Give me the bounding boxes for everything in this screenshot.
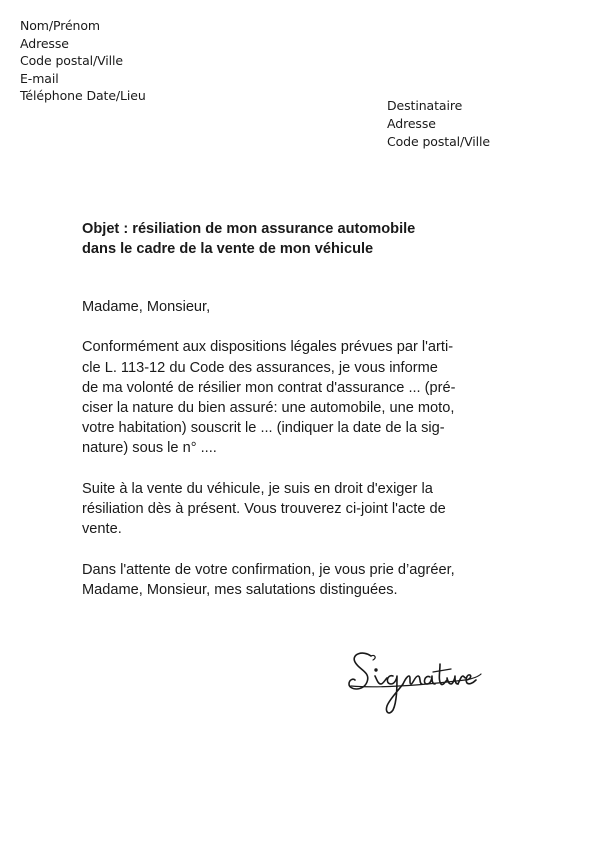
letter-subject — [82, 219, 415, 259]
body-line: Suite à la vente du véhicule, je suis en droit d'exiger la — [82, 480, 433, 497]
subject-line: dans le cadre de la vente de mon véhicule — [82, 241, 374, 257]
sender-phone-date-place: Téléphone Date/Lieu — [20, 88, 146, 104]
paragraph-vehicle-sale — [82, 479, 522, 540]
subject-line: Objet : résiliation de mon assurance automobile — [82, 221, 416, 237]
sender-email: E-mail — [20, 70, 59, 86]
body-line: cle L. 113-12 du Code des assurances, je vous informe — [82, 359, 438, 376]
body-line: ciser la nature du bien assuré: une automobile, une moto, — [82, 400, 455, 416]
paragraph-legal-basis — [82, 337, 522, 458]
recipient-address: Adresse — [387, 116, 436, 131]
paragraph-closing — [82, 560, 522, 600]
sender-address-block — [20, 17, 146, 105]
sender-name: Nom/Prénom — [20, 18, 101, 33]
recipient-address-block — [387, 97, 490, 151]
body-line: Madame, Monsieur, mes salutations distinguées. — [82, 581, 398, 598]
body-line: résiliation dès à présent. Vous trouverez ci-joint l'acte de — [82, 501, 446, 517]
body-line: Dans l'attente de votre confirmation, je vous prie d’agréer, — [82, 561, 455, 578]
body-line: nature) sous le n° .... — [82, 440, 217, 457]
sender-postal-city: Code postal/Ville — [20, 53, 123, 69]
salutation: Madame, Monsieur, — [82, 299, 211, 315]
body-line: votre habitation) souscrit le ... (indiquer la date de la sig- — [82, 420, 445, 437]
body-line: Conformément aux dispositions légales prévues par l'arti- — [82, 339, 454, 356]
body-line: de ma volonté de résilier mon contrat d'assurance ... (pré- — [82, 379, 456, 396]
body-line: vente. — [82, 521, 122, 538]
sender-address: Adresse — [20, 35, 69, 51]
recipient-postal-city: Code postal/Ville — [387, 134, 490, 149]
handwritten-signature — [345, 646, 485, 721]
letter-body — [82, 297, 522, 600]
recipient-name: Destinataire — [387, 98, 463, 113]
